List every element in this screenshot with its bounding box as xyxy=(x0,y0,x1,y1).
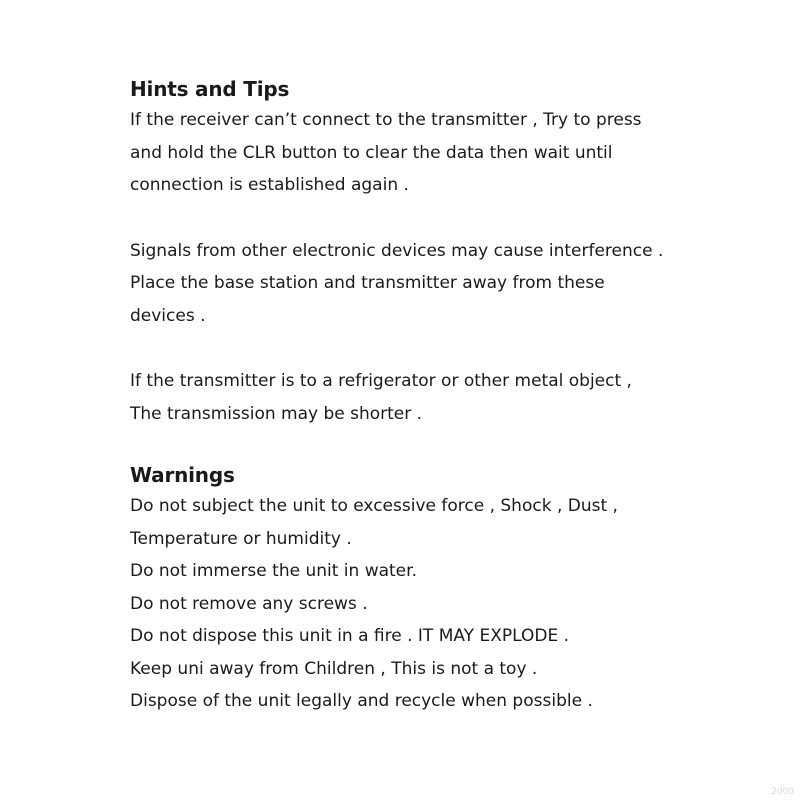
warning-line-4: Do not remove any screws . xyxy=(130,593,368,614)
warning-line-3: Do not immerse the unit in water. xyxy=(130,561,417,581)
warnings-list xyxy=(130,490,678,718)
warning-line-1: Do not subject the unit to excessive force , Shock , Dust , xyxy=(130,496,618,516)
warning-line-7: Dispose of the unit legally and recycle when possible . xyxy=(130,691,593,711)
hints-heading: Hints and Tips xyxy=(130,77,290,101)
spacer xyxy=(130,202,678,235)
hints-p3-line-1: If the transmitter is to a refrigerator or other metal object , xyxy=(130,371,632,391)
hints-p2-line-3: devices . xyxy=(130,305,206,326)
watermark-text: 2000 xyxy=(771,787,794,797)
hints-p2-line-1: Signals from other electronic devices may cause interference . xyxy=(130,240,664,261)
warning-line-5: Do not dispose this unit in a fire . IT MAY EXPLODE . xyxy=(130,626,569,646)
hints-p3-line-2: The transmission may be shorter . xyxy=(130,403,423,424)
spacer xyxy=(130,332,678,365)
spacer xyxy=(130,430,678,460)
hints-p1-line-2: and hold the CLR button to clear the data then wait until xyxy=(130,142,613,163)
warning-line-6: Keep uni away from Children , This is not a toy . xyxy=(130,658,538,679)
hints-p1-line-1: If the receiver can’t connect to the transmitter , Try to press xyxy=(130,110,642,130)
hints-paragraph-1 xyxy=(130,104,678,202)
warnings-heading: Warnings xyxy=(130,463,235,487)
warning-line-2: Temperature or humidity . xyxy=(130,528,352,549)
hints-paragraph-3 xyxy=(130,365,678,430)
hints-p1-line-3: connection is established again . xyxy=(130,175,409,195)
hints-paragraph-2 xyxy=(130,235,678,333)
document-page xyxy=(130,74,678,718)
hints-p2-line-2: Place the base station and transmitter away from these xyxy=(130,273,605,293)
